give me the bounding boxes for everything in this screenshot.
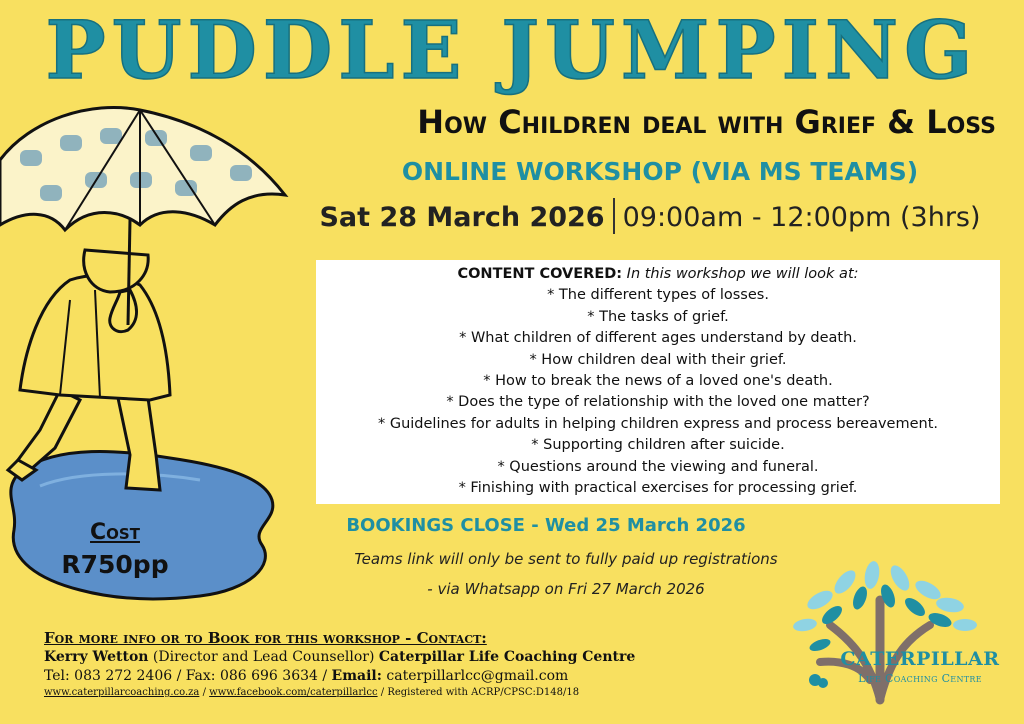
logo-line2: Life Coaching Centre <box>858 672 982 685</box>
content-item: * Guidelines for adults in helping children express and process bereavement. <box>377 415 939 432</box>
content-item: * How children deal with their grief. <box>529 351 787 368</box>
poster-subtitle: How Children deal with Grief & Loss <box>417 103 996 141</box>
content-item: * Supporting children after suicide. <box>531 437 785 454</box>
content-intro: In this workshop we will look at: <box>626 266 859 282</box>
contact-role: (Director and Lead Counsellor) <box>152 649 375 665</box>
registration-text: / Registered with ACRP/CPSC:D148/18 <box>380 687 580 698</box>
contact-heading: For more info or to Book for this workshop - Contact: <box>44 629 487 647</box>
contact-email-label: Email: <box>331 668 382 684</box>
whatsapp-note: - via Whatsapp on Fri 27 March 2026 <box>427 580 705 598</box>
cost-amount: R750pp <box>61 550 169 579</box>
content-item: * What children of different ages understand by death. <box>459 330 857 347</box>
logo-text <box>830 647 1010 687</box>
workshop-time: 09:00am - 12:00pm (3hrs) <box>622 202 981 233</box>
contact-tel-fax: Tel: 083 272 2406 / Fax: 086 696 3634 / <box>44 668 328 684</box>
contact-name: Kerry Wetton <box>44 649 149 665</box>
link-separator: / <box>202 687 206 698</box>
facebook-link[interactable]: www.facebook.com/caterpillarlcc <box>209 687 378 698</box>
content-item: * The different types of losses. <box>547 287 769 304</box>
poster-title: PUDDLE JUMPING <box>45 3 979 97</box>
workshop-date: Sat 28 March 2026 <box>319 202 605 233</box>
teams-link-note: Teams link will only be sent to fully paid up registrations <box>354 550 778 568</box>
content-item: * The tasks of grief. <box>587 308 729 325</box>
content-item: * Does the type of relationship with the loved one matter? <box>446 394 870 411</box>
contact-email[interactable]: caterpillarlcc@gmail.com <box>386 668 569 684</box>
cost-label: Cost <box>90 520 140 545</box>
workshop-format: ONLINE WORKSHOP (VIA MS TEAMS) <box>401 157 919 186</box>
bookings-close: BOOKINGS CLOSE - Wed 25 March 2026 <box>346 515 746 536</box>
content-item: * Finishing with practical exercises for processing grief. <box>458 480 858 497</box>
content-item: * Questions around the viewing and funeral. <box>497 458 819 475</box>
logo-line1: CATERPILLAR <box>840 648 1000 670</box>
content-heading: CONTENT COVERED: <box>457 266 623 282</box>
website-link[interactable]: www.caterpillarcoaching.co.za <box>44 687 200 698</box>
content-item: * How to break the news of a loved one's death. <box>483 373 833 390</box>
contact-org: Caterpillar Life Coaching Centre <box>378 649 636 665</box>
